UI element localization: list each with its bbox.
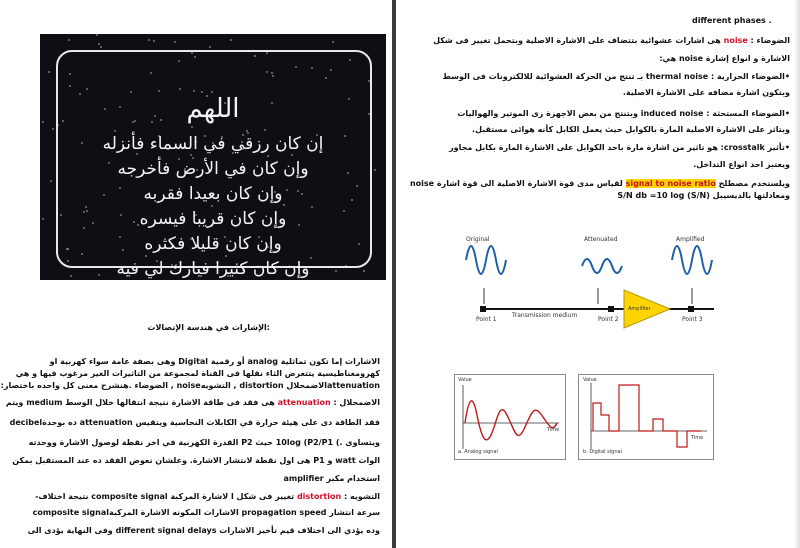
para2-line-2: ويتساوى .) 10log (P2/P1 حيث P2 القدرة الكهربية في اخر نقطة لوصول الاشارة ووحدته (28, 438, 380, 447)
snr-line (410, 179, 790, 189)
attenuation-line (6, 398, 380, 408)
attenuation-prefix: الاضمحلال : (330, 398, 380, 407)
transmission-diagram (456, 232, 736, 332)
para2-line-1: فقد الطاقة دى على هيئة حرارة في الكابلات النحاسية ويتقيس attenuation ده بوحدةdecibel (9, 418, 380, 427)
digital-time-label: Time (691, 435, 704, 441)
point-3-marker (688, 306, 694, 312)
para1-line-2: كهرومغناطيسية يتتعرض الثاء نقلها فى القناة لمجموعة من التاثيرات الغير مرغوب فيها و هي (15, 369, 380, 378)
distortion-line (35, 492, 380, 502)
para3-line-2: وده يؤدي الى اختلاف قيم تأخير الاشارات different signal delays وفى النهاية يؤدى الى (27, 526, 380, 535)
crosstalk-line-2: ويعتبر احد انواع التداخل. (693, 160, 790, 169)
attenuation-rest: هى فقد فى طاقة الاشارة نتيجة انتقالها خلال الوسط medium ويتم (5, 398, 278, 407)
amplified-wave (672, 246, 712, 274)
digital-caption: b. Digital signal (583, 449, 622, 455)
dua-card (40, 34, 386, 280)
analog-signal-svg (455, 375, 565, 459)
para3-line-1: سرعة انتشار propagation speed الاشارات المكونه الاشارة المركبةcomposite signal (32, 508, 380, 517)
snr-term: signal to noise ratio (625, 179, 716, 188)
para2-line-4: استخدام مكبر amplifier (283, 474, 380, 483)
star-dot (153, 40, 155, 42)
star-dot (100, 46, 102, 48)
star-dot (50, 180, 52, 182)
section-heading: :الإشارات في هندسة الإتصالات (147, 323, 270, 332)
analog-value-label: Value (458, 377, 472, 383)
digital-signal-svg (579, 375, 713, 459)
star-dot (68, 39, 70, 41)
star-dot (98, 43, 100, 45)
noise-types-line: الاشارة و انواع إشارة noise هي: (659, 54, 790, 63)
point-3-label: Point 3 (682, 316, 703, 323)
left-page (0, 0, 392, 548)
point-2-marker (608, 306, 614, 312)
para2-line-3: الوات watt و P1 هى اول نقطة لانتشار الاشارة. وعلشان نعوض الفقد ده عند المستقبل بمكن (12, 456, 380, 465)
star-dot (148, 39, 150, 41)
medium-label: Transmission medium (512, 312, 578, 319)
point-1-label: Point 1 (476, 316, 497, 323)
star-dot (96, 34, 98, 36)
digital-signal-figure (578, 374, 714, 460)
amplifier-label: Amplifier (628, 306, 651, 312)
analog-signal-figure (454, 374, 566, 460)
attenuation-term: attenuation (277, 398, 331, 407)
distortion-term: distortion (296, 492, 342, 501)
original-label: Original (466, 236, 490, 243)
attenuated-wave (582, 259, 622, 273)
star-dot (174, 41, 176, 43)
point-1-marker (480, 306, 486, 312)
dua-line-2: وإن كان في الأرض فأخرجه (117, 159, 309, 179)
attenuated-label: Attenuated (584, 236, 618, 243)
digital-value-label: Value (583, 377, 597, 383)
snr-formula-line: ومعادلتها بالديسيبل (S/N) S/N db =10 log (617, 191, 790, 200)
noise-term: noise (723, 36, 748, 45)
analog-time-label: Time (547, 427, 560, 433)
star-dot (209, 46, 211, 48)
amplified-label: Amplified (676, 236, 705, 243)
star-dot (52, 128, 54, 130)
dua-line-4: وإن كان قريبا فيسره (139, 209, 287, 229)
page-edge-shadow (794, 0, 800, 548)
analog-wave (465, 401, 560, 440)
digital-wave (593, 385, 704, 447)
original-wave (466, 246, 506, 274)
induced-noise-line: •الضوضاء المستحثة : induced noise وبتنتج من بعض الاجهزة زى الموتير والهواليات (457, 109, 790, 118)
distortion-prefix: التشويه : (341, 492, 380, 501)
para1-line-3: attenuationالاضمحلال distortion , التشويهnoise , الضوضاء .هنشرح معنى كل واحده باختصار: (0, 381, 380, 390)
star-dot (332, 41, 334, 43)
dua-title: اللهم (186, 94, 240, 124)
star-dot (230, 39, 232, 41)
star-dot (48, 71, 50, 73)
distortion-rest: تغيير فى شكل ا لاشارة المركبة composite signal نتيجة اختلاف- (35, 492, 297, 501)
dua-line-6: وإن كان كثيرا فبارك لي فيه (116, 259, 310, 279)
noise-prefix: الضوضاء : (747, 36, 790, 45)
thermal-noise-line: •الضوضاء الحرارية : thermal noise بـ تنتج من الحركة العشوائية للالكترونات فى الوسط (442, 72, 790, 81)
dua-line-3: وإن كان بعيدا فقربه (143, 184, 283, 204)
dua-line-1: إن كان رزقي في السماء فأنزله (102, 134, 324, 154)
snr-rest: لقياس مدى قوة الاشارة الاصلية الى قوة اشارة noise (409, 179, 626, 188)
right-page (396, 0, 800, 548)
para1-line-1: الاشارات إما تكون تماثلية analog أو رقمية Digital وهى بصفة عامة سواء كهربية او (49, 357, 380, 366)
thermal-noise-line-2: وبتكون اشارة مضافه على الاشارة الاصلية. (622, 88, 790, 97)
induced-noise-line-2: وبتاثر على الاشارة الاصلية المارة بالكوابل حيث يعمل الكابل كأنه هوائى مستقبل. (472, 125, 790, 134)
noise-rest: هى اشارات عشوائية بتتضاف على الاشارة الاصلية وبتحمل تغيير فى شكل (433, 36, 724, 45)
top-line: different phases . (692, 16, 772, 25)
crosstalk-line: •تأثير crosstalk: هو تاثير من اشارة مارة باحد الكوابل على الاشارة المارة بكابل مجاور (449, 143, 790, 152)
point-2-label: Point 2 (598, 316, 619, 323)
analog-caption: a. Analog signal (458, 449, 498, 455)
snr-prefix: ويلستخدم مصطلح (715, 179, 790, 188)
dua-line-5: وإن كان قليلا فكثره (144, 234, 282, 254)
noise-line (433, 36, 790, 46)
